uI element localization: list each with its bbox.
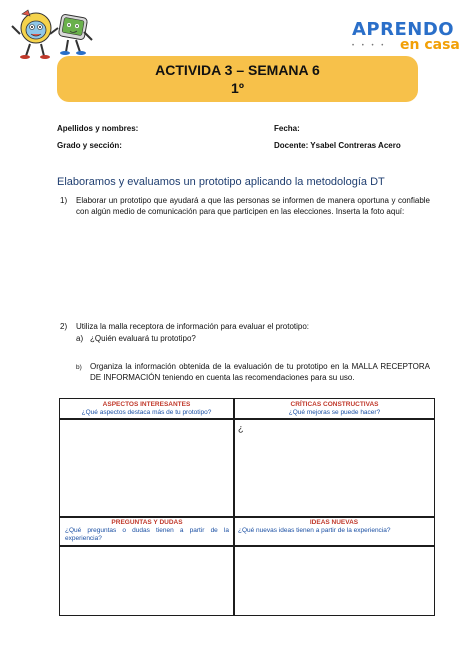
- ideas-title: IDEAS NUEVAS: [309, 519, 359, 526]
- teacher-label: Docente: Ysabel Contreras Acero: [274, 141, 401, 150]
- criticas-title: CRÍTICAS CONSTRUCTIVAS: [290, 401, 379, 408]
- aprendo-en-casa-logo: [352, 20, 468, 58]
- table-divider-bottom-header: [59, 545, 435, 547]
- information-grid-table: [59, 398, 435, 616]
- criticas-question: ¿Qué mejoras se puede hacer?: [288, 409, 381, 416]
- activity-banner: [57, 56, 418, 102]
- cell-ideas-header: [238, 519, 430, 535]
- item-1-text: Elaborar un prototipo que ayudará a que las personas se informen de manera oportuna y confiable con algún medio de comunicación para que participen en las elecciones. Inserta la foto aquí:: [76, 196, 430, 216]
- brand-dots: • • • •: [352, 43, 387, 49]
- brand-subtitle: en casa: [400, 37, 460, 53]
- item-a-text: ¿Quién evaluará tu prototipo?: [90, 334, 196, 343]
- table-divider-middle: [59, 516, 435, 518]
- item-2-number: 2): [60, 322, 68, 331]
- item-b-text: Organiza la información obtenida de la evaluación de tu prototipo en la MALLA RECEPTORA DE INFORMACIÓN teniendo en cuenta las recomendaciones para su uso.: [90, 362, 430, 382]
- cell-preguntas-header: [65, 519, 229, 543]
- page-title: Elaboramos y evaluamos un prototipo aplicando la metodología DT: [57, 176, 385, 188]
- item-2-text: Utiliza la malla receptora de información para evaluar el prototipo:: [76, 322, 310, 331]
- table-divider-vertical: [233, 398, 235, 616]
- item-a-letter: a): [76, 334, 84, 343]
- table-divider-top-header: [59, 418, 435, 420]
- cell-criticas-header: [237, 401, 432, 417]
- brand-title: APRENDO: [352, 19, 455, 40]
- preguntas-question: ¿Qué preguntas o dudas tienen a partir de la experiencia?: [65, 527, 229, 542]
- grade-number: 1º: [231, 80, 244, 96]
- item-b-letter: b): [76, 364, 82, 371]
- cell-aspectos-header: [62, 401, 231, 417]
- aspectos-question: ¿Qué aspectos destaca más de tu prototipo?: [81, 409, 212, 416]
- item-1-number: 1): [60, 196, 68, 205]
- activity-title: ACTIVIDA 3 – SEMANA 6: [155, 62, 320, 78]
- criticas-answer-mark: ¿: [238, 423, 244, 433]
- preguntas-title: PREGUNTAS Y DUDAS: [111, 519, 183, 526]
- aspectos-title: ASPECTOS INTERESANTES: [102, 401, 191, 408]
- mascots-illustration: [8, 4, 96, 62]
- date-label: Fecha:: [274, 124, 300, 133]
- names-label: Apellidos y nombres:: [57, 124, 139, 133]
- ideas-question: ¿Qué nuevas ideas tienen a partir de la experiencia?: [238, 527, 391, 534]
- grade-section-label: Grado y sección:: [57, 141, 122, 150]
